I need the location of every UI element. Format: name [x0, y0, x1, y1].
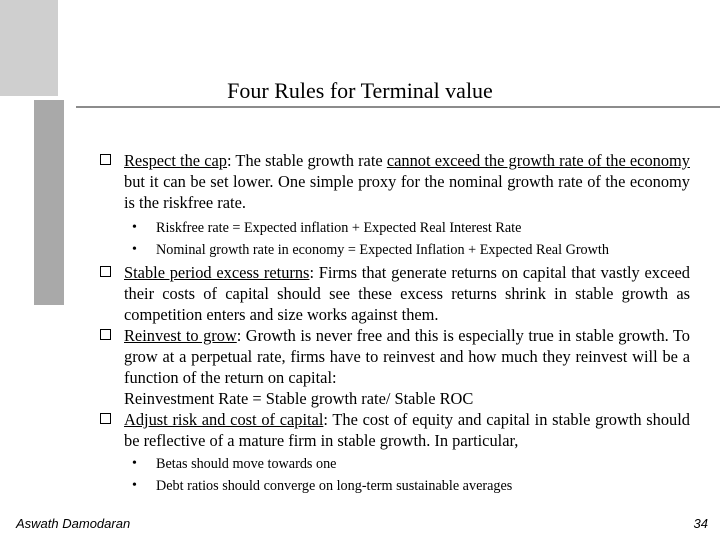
- bullet-dot-icon: •: [132, 220, 137, 235]
- rule-4-sub-1-text: Betas should move towards one: [156, 456, 337, 472]
- rule-2-lead: Stable period excess returns: [124, 263, 310, 282]
- rule-3-lead: Reinvest to grow: [124, 326, 237, 345]
- rule-1-text-a: : The stable growth rate: [227, 151, 387, 170]
- bullet-dot-icon: •: [132, 456, 137, 471]
- rule-4-text-a: : The cost of equity and capital in stable growth should be reflective of a mature firm in stable growth. In particular,: [124, 410, 690, 450]
- rule-1-sub-2: [98, 239, 690, 261]
- square-bullet-icon: [100, 413, 111, 424]
- bullet-dot-icon: •: [132, 478, 137, 493]
- rule-4-sub-2: [98, 475, 690, 497]
- slide-body: [98, 150, 690, 497]
- slide-title: Four Rules for Terminal value: [227, 78, 493, 103]
- rule-3-text-a: : Growth is never free and this is especially true in stable growth. To grow at a perpetual rate, firms have to reinvest and how much they reinvest will be a function of the return on capital:: [124, 326, 690, 387]
- bullet-dot-icon: •: [132, 242, 137, 257]
- rule-4-sub-1: [98, 453, 690, 475]
- rule-1-lead: Respect the cap: [124, 151, 227, 170]
- footer-author: Aswath Damodaran: [16, 516, 131, 531]
- rule-3-formula: Reinvestment Rate = Stable growth rate/ Stable ROC: [124, 389, 474, 408]
- decor-dark-strip: [34, 100, 64, 305]
- rule-item-2: [98, 262, 690, 325]
- rule-4-sub-2-text: Debt ratios should converge on long-term sustainable averages: [156, 478, 513, 494]
- square-bullet-icon: [100, 266, 111, 277]
- square-bullet-icon: [100, 329, 111, 340]
- rule-item-4: [98, 409, 690, 451]
- decor-grey-block: [0, 0, 58, 96]
- rule-1-sub-1-text: Riskfree rate = Expected inflation + Expected Real Interest Rate: [156, 220, 522, 236]
- rule-item-3: [98, 325, 690, 409]
- rule-item-1: [98, 150, 690, 213]
- rule-1-underline: cannot exceed the growth rate of the economy: [386, 151, 690, 170]
- rule-1-sub-2-text: Nominal growth rate in economy = Expected Inflation + Expected Real Growth: [156, 242, 609, 258]
- decor-white-strip: [64, 100, 76, 305]
- footer-page-number: 34: [693, 516, 708, 531]
- rule-2-text-a: : Firms that generate returns on capital that vastly exceed their costs of capital should see these excess returns shrink in stable growth as competition enters and size works against them.: [124, 263, 691, 324]
- rule-1-text-b: but it can be set lower. One simple proxy for the nominal growth rate of the economy is the riskfree rate.: [124, 172, 690, 212]
- rule-1-sub-1: [98, 217, 690, 239]
- square-bullet-icon: [100, 154, 111, 165]
- title-rule: [76, 106, 720, 108]
- rule-4-lead: Adjust risk and cost of capital: [124, 410, 324, 429]
